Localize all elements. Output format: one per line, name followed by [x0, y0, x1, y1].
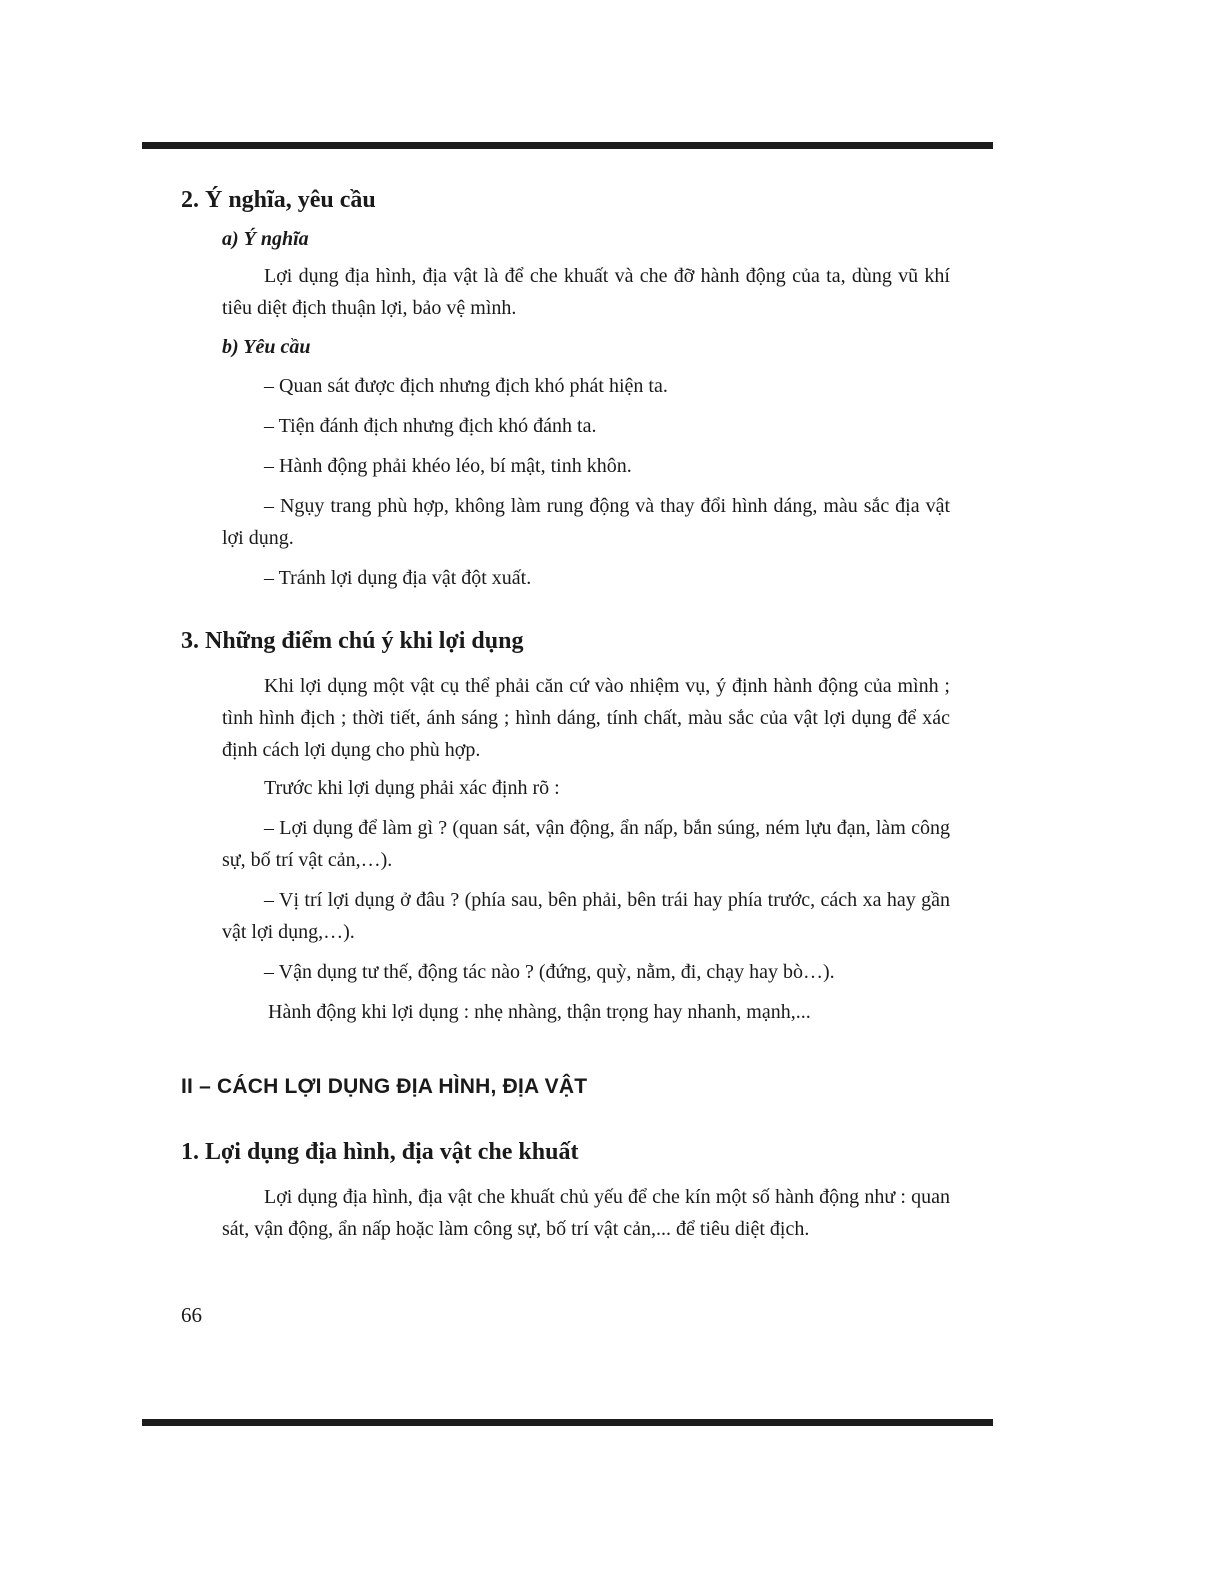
- list-item: – Lợi dụng để làm gì ? (quan sát, vận động, ẩn nấp, bắn súng, ném lựu đạn, làm công sự, bố trí vật cản,…).: [222, 817, 950, 871]
- section-3-paragraph: Khi lợi dụng một vật cụ thể phải căn cứ vào nhiệm vụ, ý định hành động của mình ; tình hình địch ; thời tiết, ánh sáng ; hình dáng, tính chất, màu sắc của vật lợi dụng để xác định cách lợi dụng cho phù hợp.: [222, 675, 950, 761]
- part-ii-heading: II – CÁCH LỢI DỤNG ĐỊA HÌNH, ĐỊA VẬT: [181, 1075, 588, 1098]
- list-item: – Ngụy trang phù hợp, không làm rung động và thay đổi hình dáng, màu sắc địa vật lợi dụng.: [222, 495, 950, 549]
- list-item: – Vị trí lợi dụng ở đâu ? (phía sau, bên phải, bên trái hay phía trước, cách xa hay gần vật lợi dụng,…).: [222, 889, 950, 943]
- section-1-heading: 1. Lợi dụng địa hình, địa vật che khuất: [181, 1139, 579, 1165]
- section-3-heading: 3. Những điểm chú ý khi lợi dụng: [181, 628, 524, 654]
- section-3-intro: Trước khi lợi dụng phải xác định rõ :: [264, 777, 560, 799]
- subheading-y-nghia: a) Ý nghĩa: [222, 228, 309, 250]
- section-3-closing: Hành động khi lợi dụng : nhẹ nhàng, thận trọng hay nhanh, mạnh,...: [268, 1001, 811, 1023]
- subheading-yeu-cau: b) Yêu cầu: [222, 336, 311, 358]
- section-2-heading: 2. Ý nghĩa, yêu cầu: [181, 187, 376, 213]
- page-number: 66: [181, 1303, 202, 1327]
- list-item: – Quan sát được địch nhưng địch khó phát hiện ta.: [264, 375, 668, 397]
- list-item: – Hành động phải khéo léo, bí mật, tinh khôn.: [264, 455, 632, 477]
- top-rule: [142, 142, 993, 149]
- y-nghia-paragraph: Lợi dụng địa hình, địa vật là để che khuất và che đỡ hành động của ta, dùng vũ khí tiêu diệt địch thuận lợi, bảo vệ mình.: [222, 265, 950, 319]
- list-item: – Tránh lợi dụng địa vật đột xuất.: [264, 567, 532, 589]
- bottom-rule: [142, 1419, 993, 1426]
- list-item: – Vận dụng tư thế, động tác nào ? (đứng, quỳ, nằm, đi, chạy hay bò…).: [264, 961, 835, 983]
- section-1-paragraph: Lợi dụng địa hình, địa vật che khuất chủ yếu để che kín một số hành động như : quan sát, vận động, ẩn nấp hoặc làm công sự, bố trí vật cản,... để tiêu diệt địch.: [222, 1186, 950, 1240]
- list-item: – Tiện đánh địch nhưng địch khó đánh ta.: [264, 415, 597, 437]
